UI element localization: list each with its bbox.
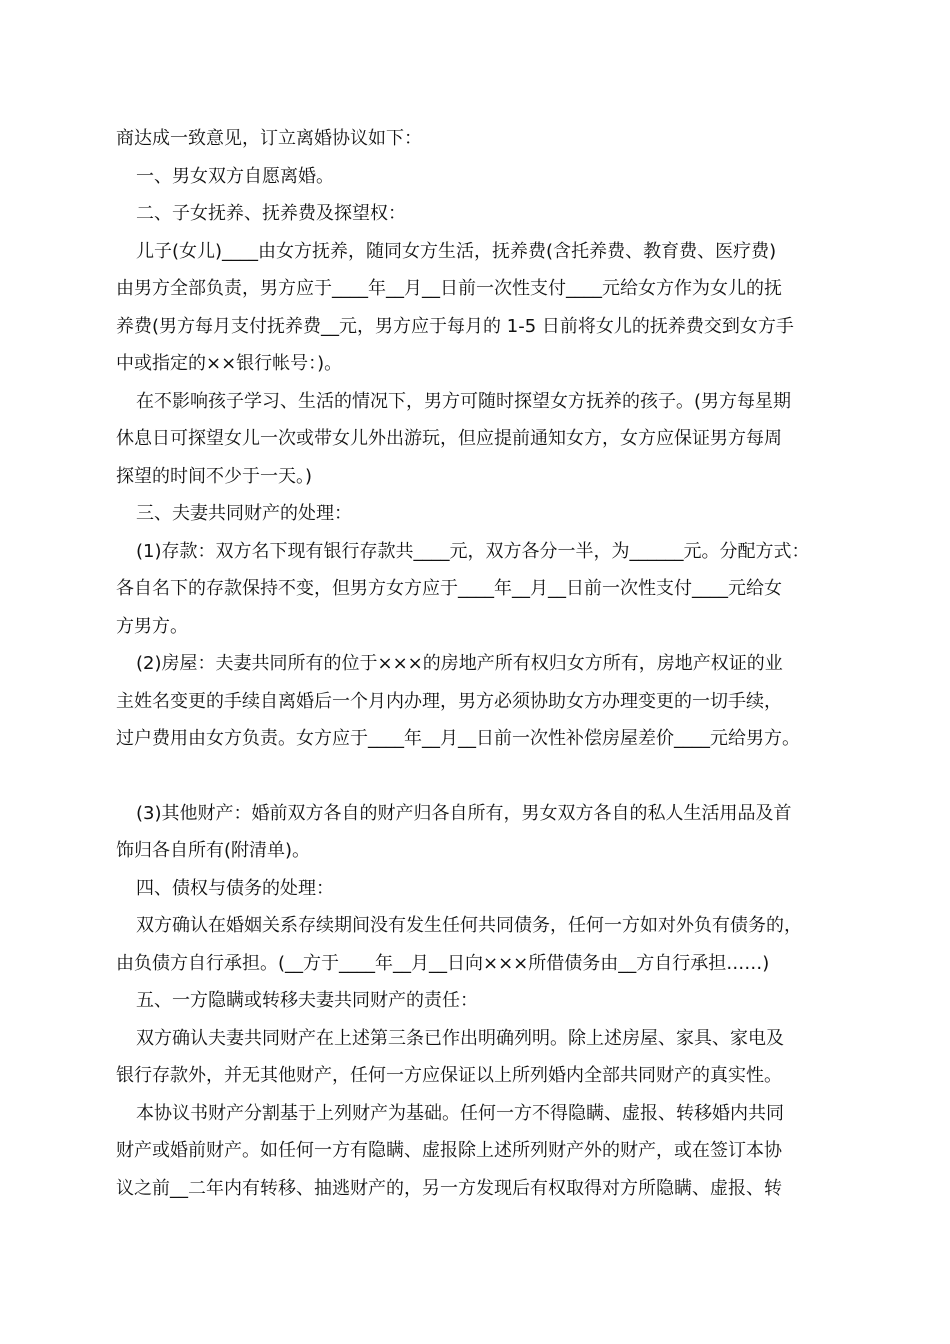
- paragraph-line: 各自名下的存款保持不变，但男方女方应于____年__月__日前一次性支付____元给女: [116, 578, 782, 599]
- paragraph-line: 中或指定的××银行帐号：)。: [116, 353, 343, 374]
- paragraph-line: 财产或婚前财产。如任何一方有隐瞒、虚报除上述所列财产外的财产，或在签订本协: [116, 1140, 782, 1161]
- paragraph-line: 探望的时间不少于一天。): [116, 465, 313, 487]
- paragraph-line: (2)房屋：夫妻共同所有的位于×××的房地产所有权归女方所有，房地产权证的业: [136, 653, 783, 674]
- paragraph-line: 由负债方自行承担。(__方于____年__月__日向×××所借债务由__方自行承担……): [116, 952, 770, 974]
- paragraph-line: 双方确认夫妻共同财产在上述第三条已作出明确列明。除上述房屋、家具、家电及: [136, 1027, 784, 1049]
- section-heading-4: 四、债权与债务的处理：: [136, 877, 334, 899]
- section-heading-1: 一、男女双方自愿离婚。: [136, 165, 334, 187]
- paragraph-line: 双方确认在婚姻关系存续期间没有发生任何共同债务，任何一方如对外负有债务的，: [136, 915, 802, 936]
- paragraph-line: 休息日可探望女儿一次或带女儿外出游玩，但应提前通知女方，女方应保证男方每周: [116, 428, 782, 449]
- blank-line: [116, 758, 856, 795]
- paragraph-line: (3)其他财产：婚前双方各自的财产归各自所有，男女双方各自的私人生活用品及首: [136, 802, 792, 824]
- paragraph-line: 主姓名变更的手续自离婚后一个月内办理，男方必须协助女方办理变更的一切手续，: [116, 690, 782, 712]
- paragraph-line: 商达成一致意见，订立离婚协议如下：: [116, 128, 422, 149]
- paragraph-line: 银行存款外，并无其他财产，任何一方应保证以上所列婚内全部共同财产的真实性。: [116, 1065, 782, 1086]
- paragraph-line: 养费(男方每月支付抚养费__元，男方应于每月的 1-5 日前将女儿的抚养费交到女方手: [116, 315, 794, 337]
- section-heading-5: 五、一方隐瞒或转移夫妻共同财产的责任：: [136, 990, 478, 1011]
- paragraph-line: 饰归各自所有(附清单)。: [116, 840, 311, 861]
- paragraph-line: 议之前__二年内有转移、抽逃财产的，另一方发现后有权取得对方所隐瞒、虚报、转: [116, 1177, 782, 1199]
- paragraph-line: 本协议书财产分割基于上列财产为基础。任何一方不得隐瞒、虚报、转移婚内共同: [136, 1102, 784, 1124]
- paragraph-line: 儿子(女儿)____由女方抚养，随同女方生活，抚养费(含托养费、教育费、医疗费): [136, 240, 777, 262]
- section-heading-3: 三、夫妻共同财产的处理：: [136, 503, 352, 524]
- paragraph-line: 由男方全部负责，男方应于____年__月__日前一次性支付____元给女方作为女儿的抚: [116, 278, 782, 299]
- section-heading-2: 二、子女抚养、抚养费及探望权：: [136, 203, 406, 224]
- paragraph-line: 在不影响孩子学习、生活的情况下，男方可随时探望女方抚养的孩子。(男方每星期: [136, 390, 792, 412]
- paragraph-line: (1)存款：双方名下现有银行存款共____元，双方各分一半，为______元。分配方式：: [136, 540, 810, 562]
- paragraph-line: 方男方。: [116, 615, 188, 637]
- document-body: [116, 120, 856, 1207]
- paragraph-line: 过户费用由女方负责。女方应于____年__月__日前一次性补偿房屋差价____元给男方。: [116, 728, 800, 749]
